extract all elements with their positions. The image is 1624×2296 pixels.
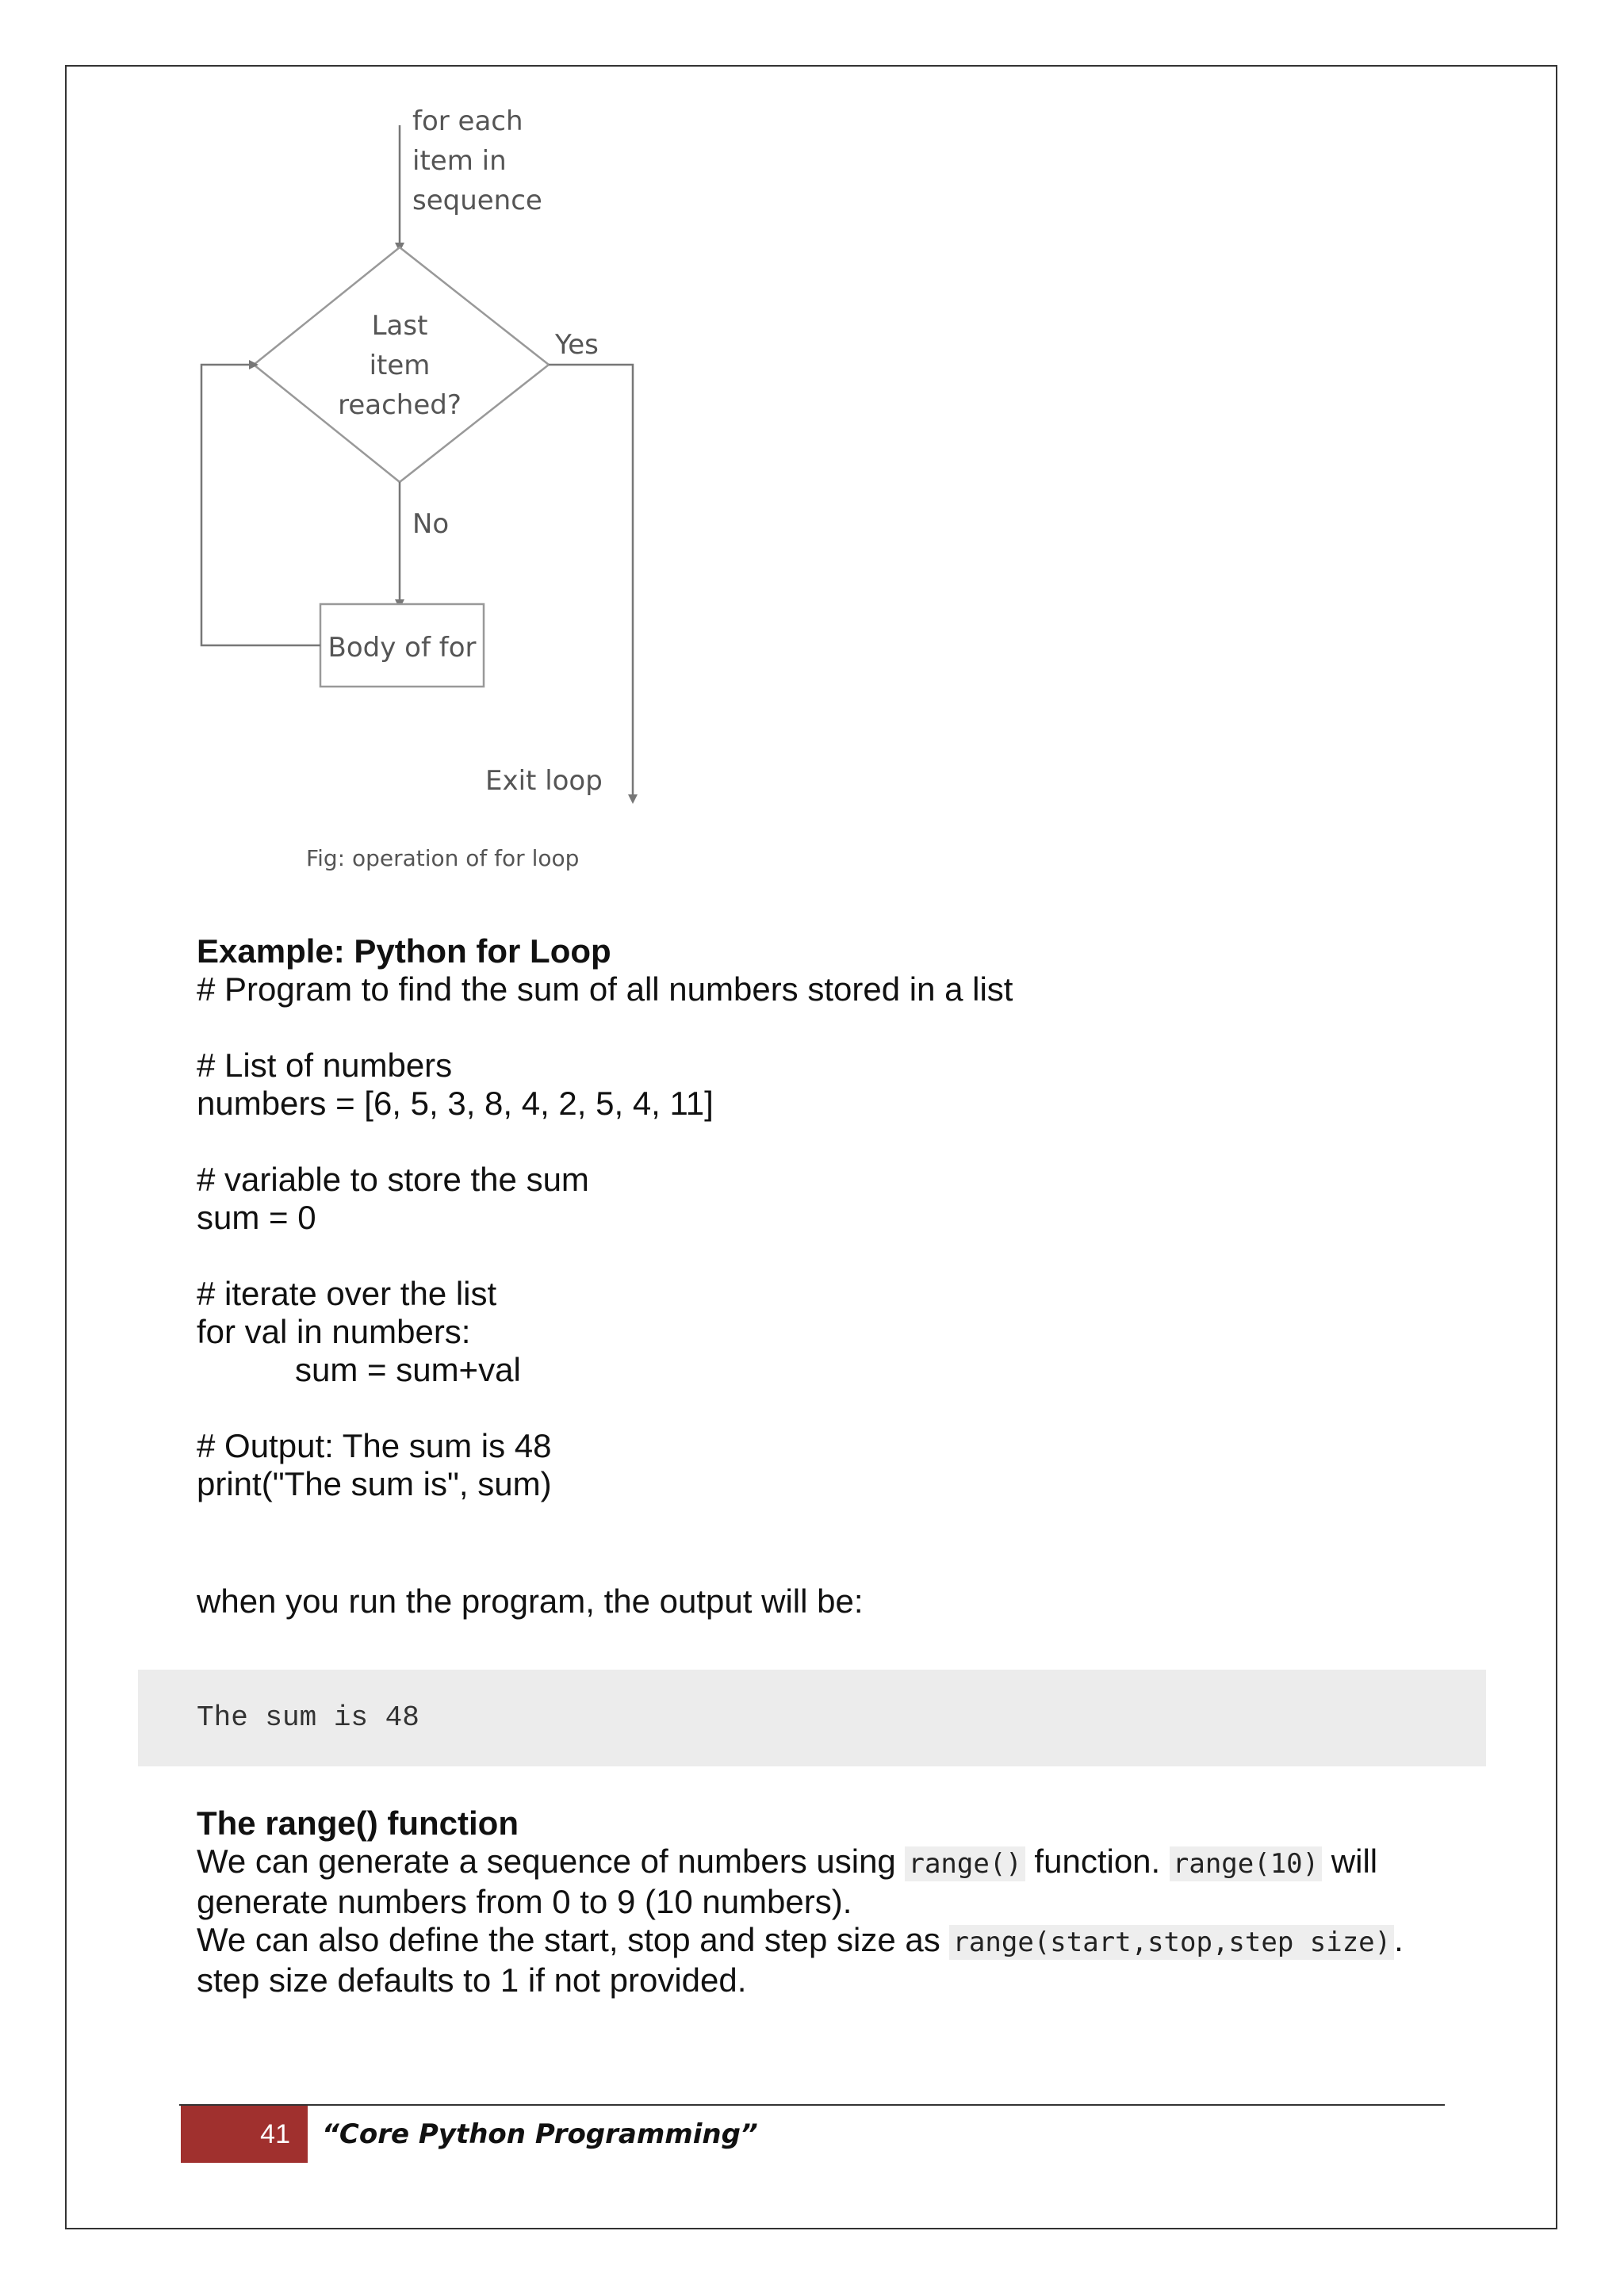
range-heading: The range() function — [197, 1804, 519, 1842]
no-label: No — [412, 508, 450, 540]
blank-line — [197, 1123, 1465, 1161]
range-p3-text-1: We can also define the start, stop and step size as — [197, 1921, 950, 1958]
blank-line — [197, 1237, 1465, 1275]
output-box — [138, 1670, 1486, 1766]
footer-book-title: “Core Python Programming” — [322, 2118, 758, 2150]
decision-label-line-1: Last — [371, 310, 428, 342]
range-code-inline: range() — [905, 1846, 1025, 1881]
for-loop-flowchart — [0, 0, 714, 904]
exit-label: Exit loop — [485, 765, 603, 797]
range-paragraph-3 — [197, 1921, 1465, 1961]
body-of-for-label: Body of for — [327, 632, 477, 664]
code-line-9: # iterate over the list — [197, 1275, 497, 1312]
range-paragraph-4: step size defaults to 1 if not provided. — [197, 1961, 747, 1999]
output-intro: when you run the program, the output will be: — [197, 1582, 864, 1620]
example-heading: Example: Python for Loop — [197, 932, 611, 970]
output-intro-block — [197, 1582, 1465, 1621]
code-line-3: # List of numbers — [197, 1047, 453, 1084]
code-line-1: # Program to find the sum of all numbers stored in a list — [197, 970, 1013, 1008]
entry-label-line-1: for each — [412, 105, 523, 137]
range-paragraph-1 — [197, 1843, 1465, 1883]
blank-line — [197, 1389, 1465, 1427]
code-line-14: print("The sum is", sum) — [197, 1465, 552, 1502]
entry-label-line-2: item in — [412, 145, 507, 177]
example-section — [197, 932, 1465, 1503]
range-p3-text-2: . — [1394, 1921, 1404, 1958]
yes-label: Yes — [555, 329, 599, 361]
code-line-6: # variable to store the sum — [197, 1161, 589, 1198]
range-p1-text-1: We can generate a sequence of numbers using — [197, 1843, 906, 1880]
range-section — [197, 1804, 1465, 1999]
range-p1-text-3: will — [1322, 1843, 1378, 1880]
code-line-10: for val in numbers: — [197, 1313, 471, 1350]
yes-exit-arrow — [549, 365, 633, 799]
code-line-13: # Output: The sum is 48 — [197, 1427, 552, 1464]
code-line-7: sum = 0 — [197, 1199, 316, 1236]
code-line-4: numbers = [6, 5, 3, 8, 4, 2, 5, 4, 11] — [197, 1085, 714, 1122]
range-10-code-inline: range(10) — [1170, 1846, 1322, 1881]
range-p1-text-2: function. — [1025, 1843, 1170, 1880]
decision-label-line-3: reached? — [338, 389, 462, 421]
range-paragraph-2: generate numbers from 0 to 9 (10 numbers). — [197, 1883, 852, 1920]
blank-line — [197, 1008, 1465, 1047]
output-text: The sum is 48 — [197, 1701, 419, 1734]
loop-back-arrow — [201, 365, 320, 645]
entry-label-line-3: sequence — [412, 185, 542, 216]
range-signature-code-inline: range(start,stop,step size) — [949, 1925, 1394, 1960]
figure-caption: Fig: operation of for loop — [306, 845, 580, 871]
code-line-11: sum = sum+val — [295, 1351, 521, 1388]
decision-label-line-2: item — [369, 350, 431, 381]
footer-page-number: 41 — [181, 2106, 308, 2163]
